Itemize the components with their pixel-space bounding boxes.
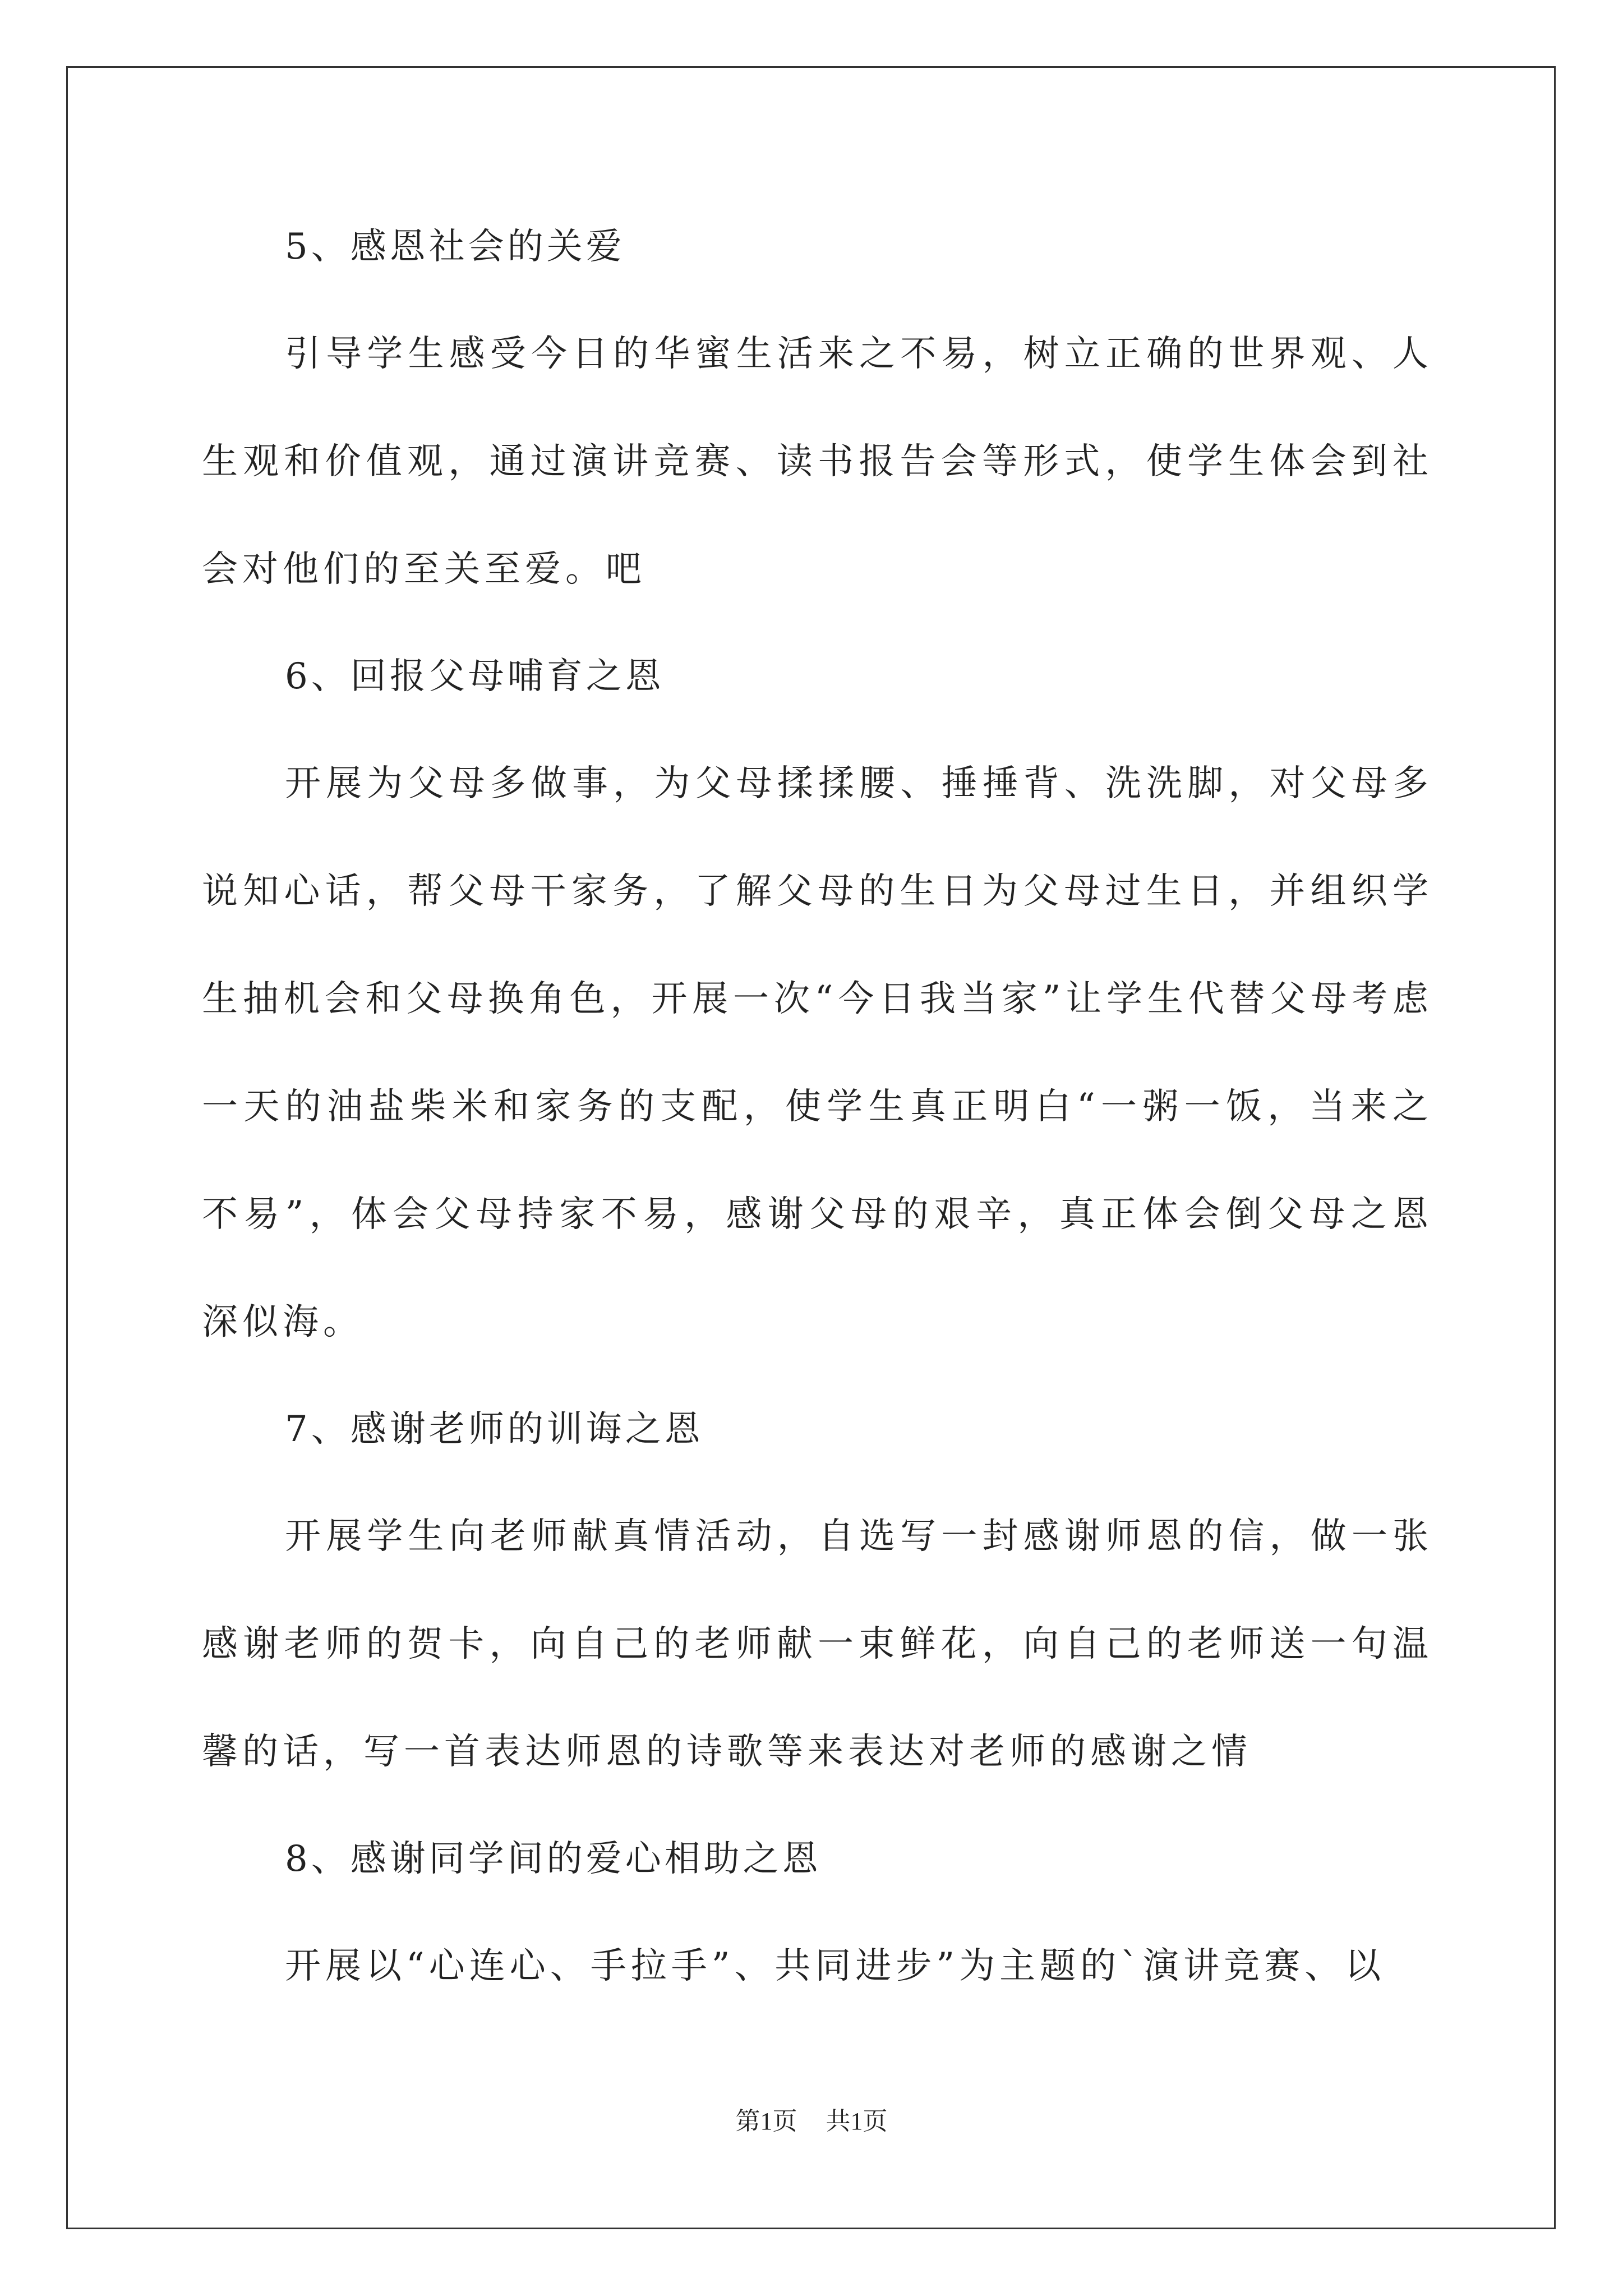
page-number: 第1页	[735, 2108, 797, 2135]
section-heading-7: 7、感谢老师的训诲之恩	[285, 1409, 704, 1450]
section-paragraph-6: 开展为父母多做事，为父母揉揉腰、捶捶背、洗洗脚，对父母多说知心话，帮父母干家务，了解父母的生日为父母过生日，并组织学生抽机会和父母换角色，开展一次“今日我当家”让学生代替父母考虑一天的油盐柴米和家务的支配，使学生真正明白“一粥一饭，当来之不易”，体会父母持家不易，感谢父母的艰辛，真正体会倒父母之恩深似海。	[202, 763, 1433, 1343]
section-paragraph-7: 开展学生向老师献真情活动，自选写一封感谢师恩的信，做一张感谢老师的贺卡，向自己的老师献一束鲜花，向自己的老师送一句温馨的话，写一首表达师恩的诗歌等来表达对老师的感谢之情	[202, 1516, 1433, 1773]
section-heading-8: 8、感谢同学间的爱心相助之恩	[285, 1838, 822, 1880]
document-body	[202, 216, 1433, 2042]
section-paragraph-8: 开展以“心连心、手拉手”、共同进步”为主题的`演讲竞赛、以	[285, 1945, 1386, 1987]
section-paragraph-5: 引导学生感受今日的华蜜生活来之不易，树立正确的世界观、人生观和价值观，通过演讲竞赛、读书报告会等形式，使学生体会到社会对他们的至关至爱。吧	[202, 333, 1433, 590]
section-heading-6: 6、回报父母哺育之恩	[285, 656, 665, 697]
section-heading-5: 5、感恩社会的关爱	[285, 226, 625, 268]
page-total: 共1页	[826, 2108, 888, 2135]
page-footer	[0, 2101, 1623, 2137]
